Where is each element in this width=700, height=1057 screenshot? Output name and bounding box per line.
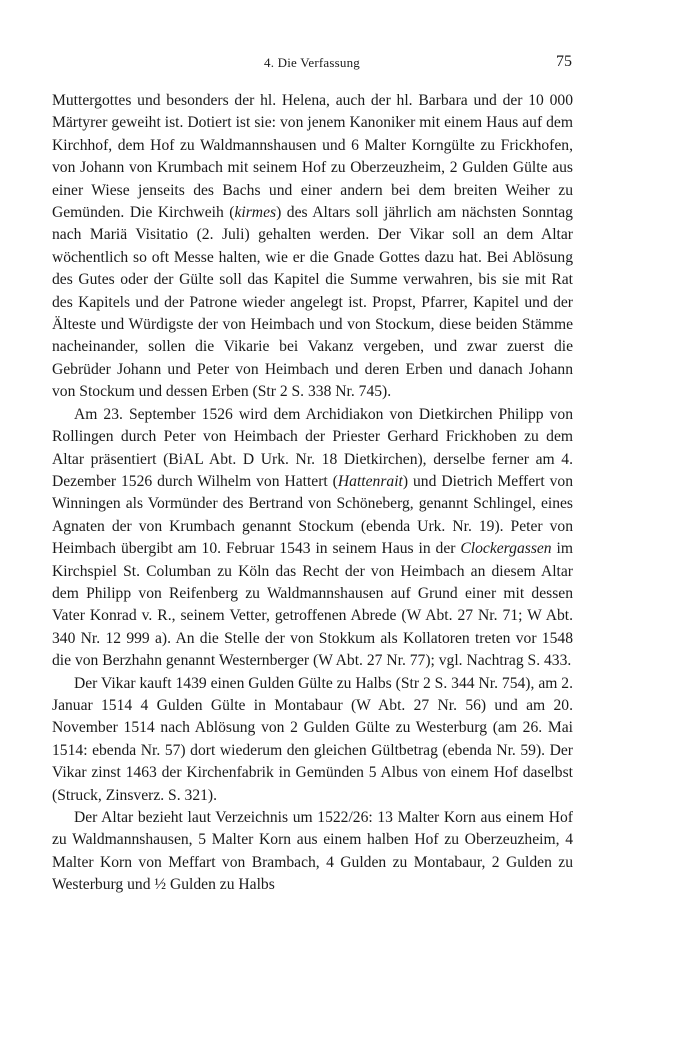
paragraph — [52, 404, 573, 673]
text-run: Der Altar bezieht laut Verzeichnis um 1522/26: 13 Malter Korn aus einem Hof zu Waldmannshausen, 5 Malter Korn aus einem halben Hof zu Oberzeuzheim, 4 Malter Korn von Meffart von Brambach, 4 Gulden zu Montabaur, 2 Gulden zu Westerburg und ½ Gulden zu Halbs — [52, 809, 573, 894]
text-run: ) und Dietrich Meffert von Winningen als Vormünder des Bertrand von Schöneberg, genannt Schlingel, eines Agnaten der von Krumbach genannt Stockum (ebenda Urk. Nr. 19). Peter von Heimbach übergibt am 10. Februar 1543 in seinem Haus in der — [52, 472, 574, 558]
italic-term: Hattenrait — [337, 472, 403, 490]
text-run: Muttergottes und besonders der hl. Helena, auch der hl. Barbara und der 10 000 Märtyrer geweiht ist. Dotiert ist sie: von jenem Kanoniker mit einem Haus auf dem Kirchhof, dem Hof zu Waldmannshausen und 6 Malter Korngülte zu Frickhofen, von Johann von Krumbach mit seinem Hof zu Oberzeuzheim, 2 Gulden Gülte aus einer Wiese jenseits des Bachs und einer andern bei dem breiten Weiher zu Gemünden. Die Kirchweih ( — [52, 92, 573, 222]
chapter-title: 4. Die Verfassung — [264, 55, 360, 70]
page-number: 75 — [556, 53, 572, 70]
text-run: im Kirchspiel St. Columban zu Köln das Recht der von Heimbach an diesem Altar dem Philipp von Reifenberg zu Waldmannshausen auf Grund einer mit dessen Vater Konrad v. R., seinem Vetter, getroffenen Abrede (W Abt. 27 Nr. 71; W Abt. 340 Nr. 12 999 a). An die Stelle der von Stokkum als Kollatoren treten vor 1548 die von Berzhahn genannt Westernberger (W Abt. 27 Nr. 77); vgl. Nachtrag S. 433. — [52, 540, 573, 670]
body-text — [52, 90, 573, 897]
text-run: ) des Altars soll jährlich am nächsten Sonntag nach Mariä Visitatio (2. Juli) gehalten werden. Der Vikar soll an dem Altar wöchentlich so oft Messe halten, wie er die Gnade Gottes dazu hat. Bei Ablösung des Gutes oder der Gülte soll das Kapitel die Summe verwahren, bis sie mit Rat des Kapitels und der Patrone wieder angelegt ist. Propst, Pfarrer, Kapitel und der Älteste und Würdigste der von Heimbach und von Stockum, diese beiden Stämme nacheinander, sollen die Vikarie bei Vakanz vergeben, und zwar zuerst die Gebrüder Johann und Peter von Heimbach und deren Erben und danach Johann von Stockum und dessen Erben (Str 2 S. 338 Nr. 745). — [52, 204, 573, 401]
text-run: Am 23. September 1526 wird dem Archidiakon von Dietkirchen Philipp von Rollingen durch Peter von Heimbach der Priester Gerhard Frickhoben zu dem Altar präsentiert (BiAL Abt. D Urk. Nr. 18 Dietkirchen), derselbe ferner am 4. Dezember 1526 durch Wilhelm von Hattert ( — [52, 405, 573, 490]
text-run: Der Vikar kauft 1439 einen Gulden Gülte zu Halbs (Str 2 S. 344 Nr. 754), am 2. Januar 1514 4 Gulden Gülte in Montabaur (W Abt. 27 Nr. 56) und am 20. November 1514 nach Ablösung von 2 Gulden Gülte zu Westerburg (am 26. Mai 1514: ebenda Nr. 57) dort wiederum den gleichen Gültbetrag (ebenda Nr. 59). Der Vikar zinst 1463 der Kirchenfabrik in Gemünden 5 Albus von einem Hof daselbst (Struck, Zinsverz. S. 321). — [52, 674, 573, 804]
italic-term: kirmes — [234, 204, 277, 222]
paragraph — [52, 673, 573, 807]
paragraph — [52, 807, 573, 897]
paragraph — [52, 90, 573, 404]
italic-term: Clockergassen — [460, 540, 552, 558]
running-head — [52, 55, 572, 75]
